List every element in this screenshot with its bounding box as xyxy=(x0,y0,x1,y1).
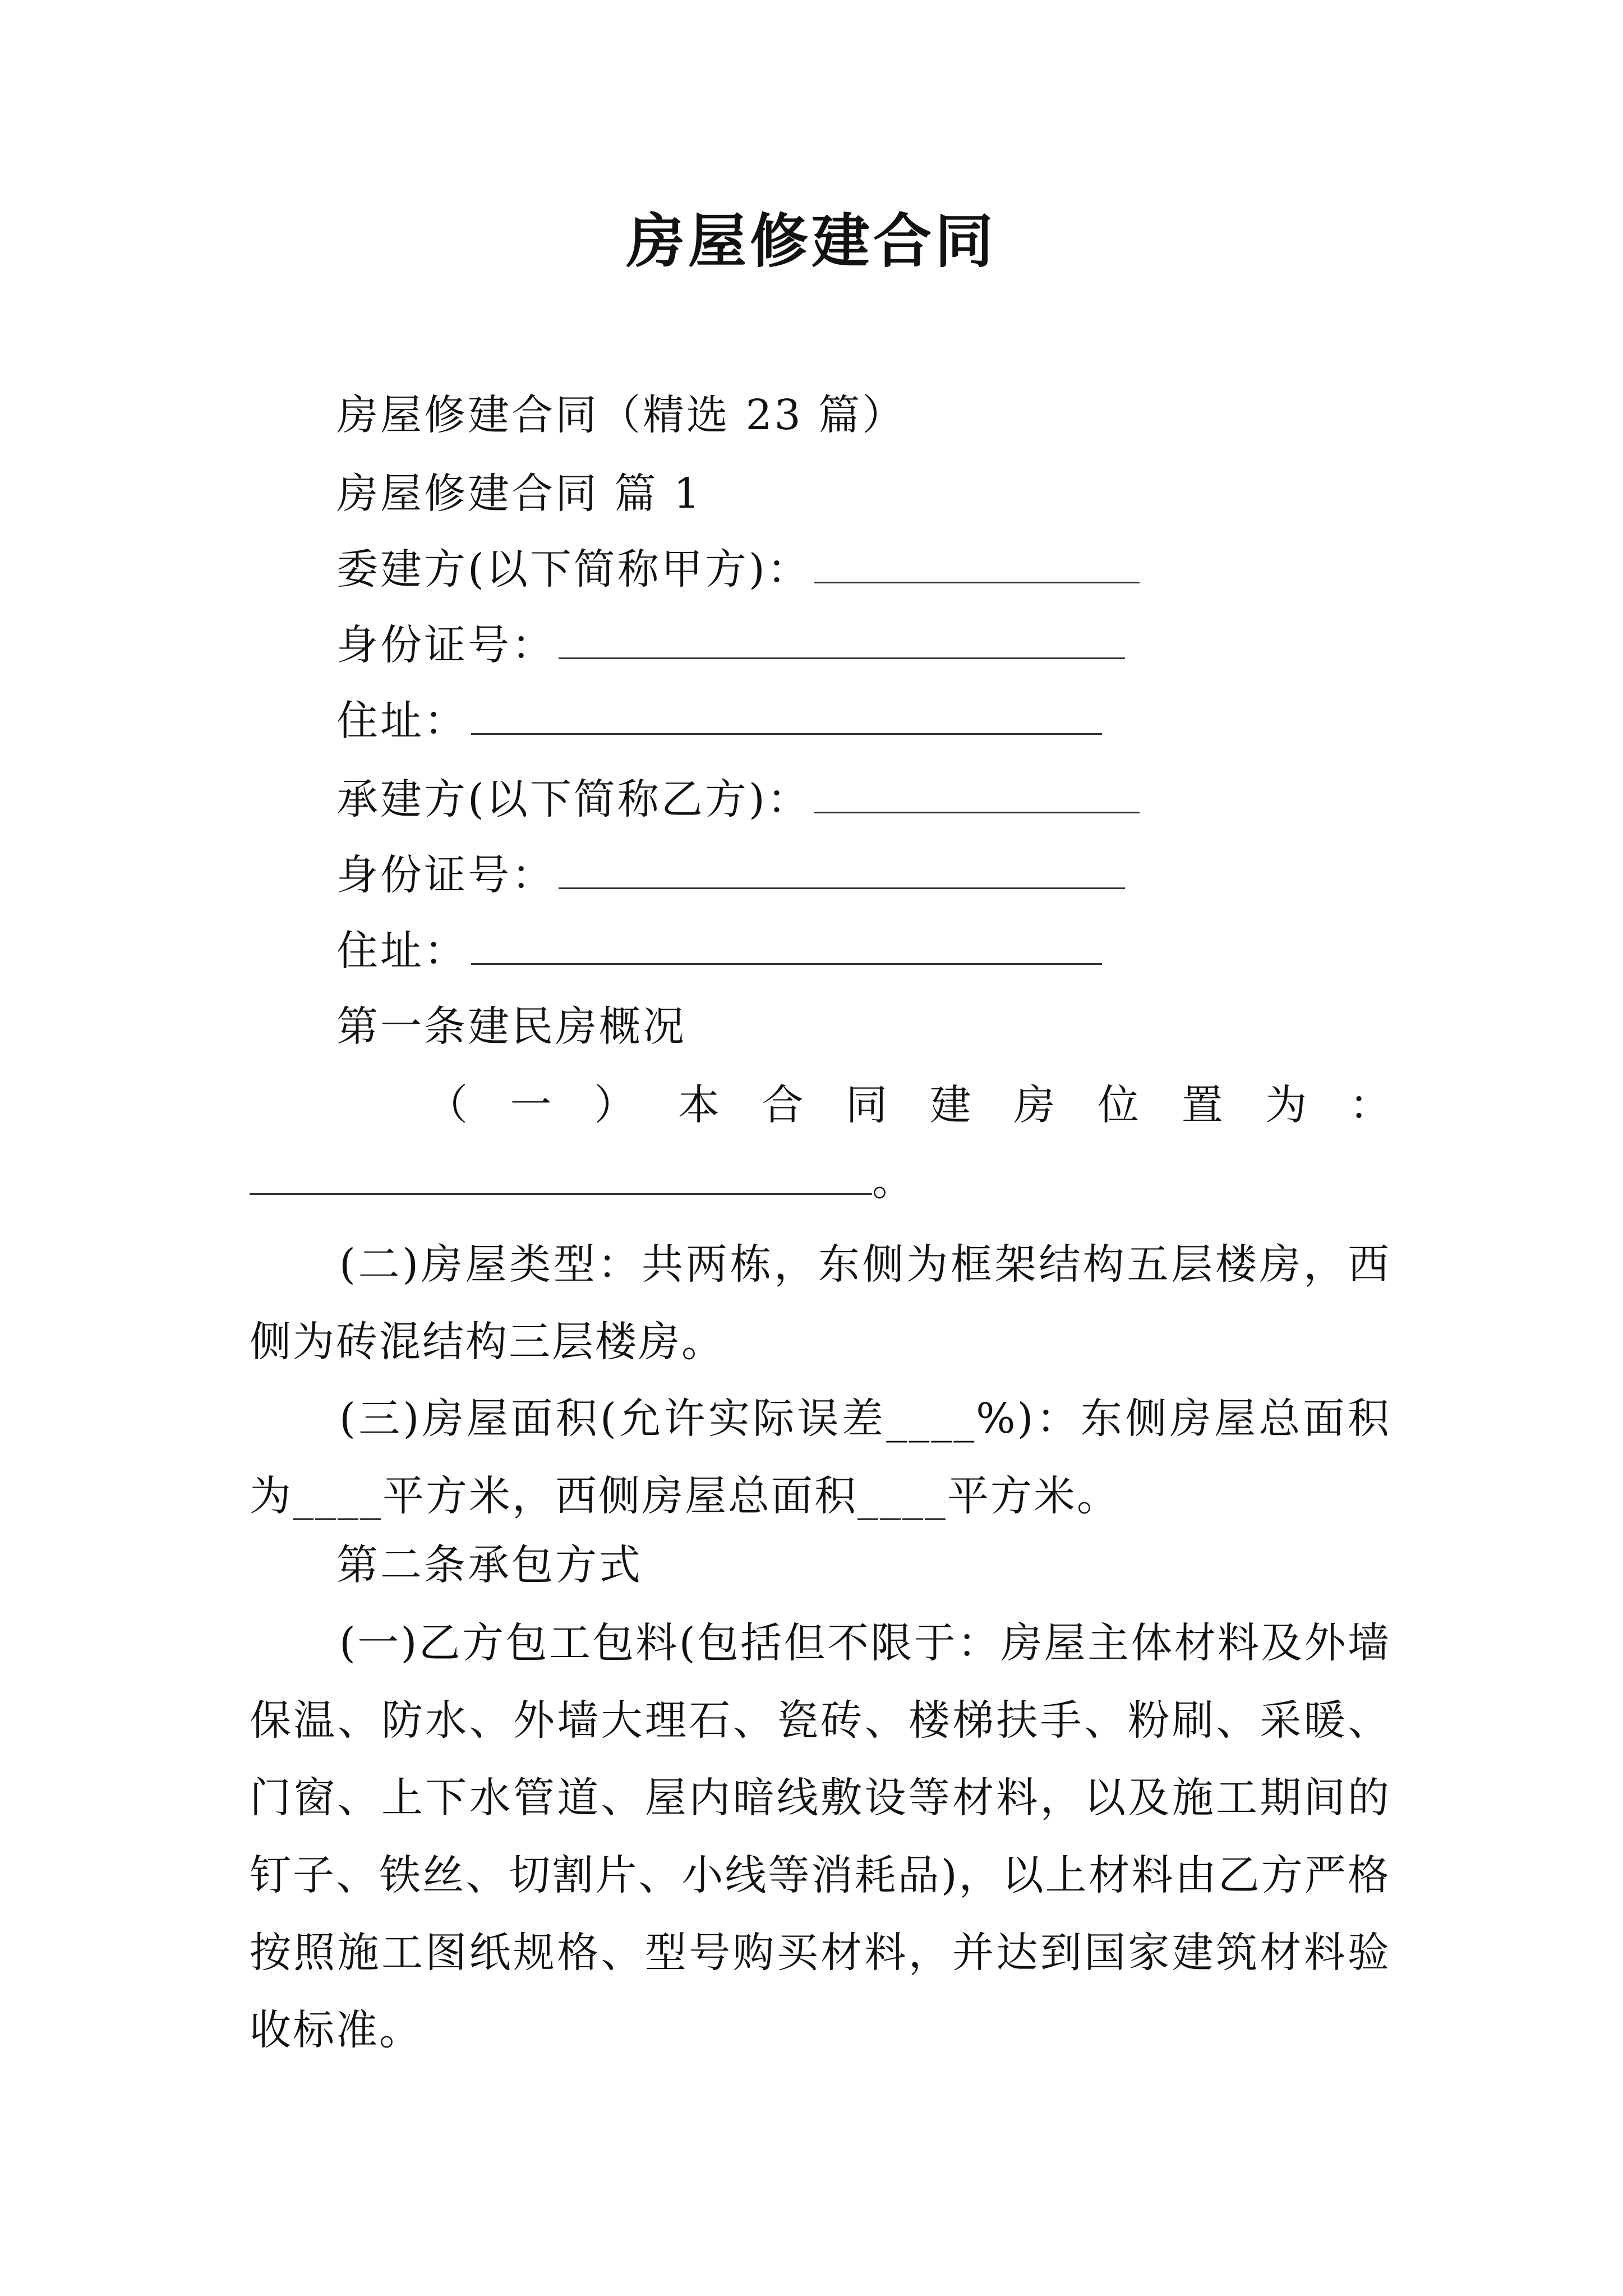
blank-line xyxy=(559,848,1125,889)
blank-line xyxy=(559,618,1125,659)
field-label: 承建方(以下简称乙方)： xyxy=(336,775,811,823)
field-label: 住址： xyxy=(336,697,468,745)
label-char: 位 xyxy=(1098,1081,1139,1129)
label-char: 置 xyxy=(1181,1081,1223,1129)
article-2-item-1: (一)乙方包工包料(包括但不限于：房屋主体材料及外墙保温、防水、外墙大理石、瓷砖、楼梯扶手、粉刷、采暖、门窗、上下水管道、屋内暗线敷设等材料，以及施工期间的钉子、铁丝、切割片、小线等消耗品)，以上材料由乙方严格按照施工图纸规格、型号购买材料，并达到国家建筑材料验收标准。 xyxy=(250,1619,1391,2054)
contractor-name-field xyxy=(336,771,1140,827)
location-blank-field xyxy=(250,1153,916,1209)
label-char: ） xyxy=(594,1081,636,1129)
label-char: 建 xyxy=(929,1081,971,1129)
label-char: 一 xyxy=(510,1081,552,1129)
label-char: ： xyxy=(1349,1081,1391,1129)
label-char: 房 xyxy=(1013,1081,1055,1129)
blank-line xyxy=(814,772,1140,813)
contractor-id-field xyxy=(336,847,1125,903)
location-label xyxy=(426,1077,1391,1133)
article-1-heading: 第一条建民房概况 xyxy=(336,1002,686,1051)
article-1-item-2: (二)房屋类型：共两栋，东侧为框架结构五层楼房，西侧为砖混结构三层楼房。 xyxy=(250,1240,1391,1366)
period: 。 xyxy=(872,1157,916,1205)
client-name-field xyxy=(336,541,1140,597)
document-title: 房屋修建合同 xyxy=(626,206,997,275)
blank-line xyxy=(250,1154,872,1195)
label-char: 本 xyxy=(677,1081,720,1129)
field-label: 委建方(以下简称甲方)： xyxy=(336,545,811,593)
field-label: 住址： xyxy=(336,927,468,975)
blank-line xyxy=(471,924,1102,965)
article-1-item-3: (三)房屋面积(允许实际误差____%)：东侧房屋总面积为____平方米，西侧房屋总面积____平方米。 xyxy=(250,1395,1391,1520)
section-heading: 房屋修建合同 篇 1 xyxy=(336,470,703,518)
blank-line xyxy=(471,694,1102,735)
client-id-field xyxy=(336,617,1125,673)
label-char: 同 xyxy=(846,1081,888,1129)
field-label: 身份证号： xyxy=(336,621,555,669)
label-char: （ xyxy=(426,1081,468,1129)
label-char: 合 xyxy=(762,1081,804,1129)
blank-line xyxy=(814,542,1140,583)
label-char: 为 xyxy=(1265,1081,1307,1129)
client-address-field xyxy=(336,693,1102,749)
field-label: 身份证号： xyxy=(336,851,555,899)
contractor-address-field xyxy=(336,923,1102,979)
article-2-heading: 第二条承包方式 xyxy=(336,1541,643,1589)
document-subtitle: 房屋修建合同（精选 23 篇） xyxy=(336,391,906,439)
